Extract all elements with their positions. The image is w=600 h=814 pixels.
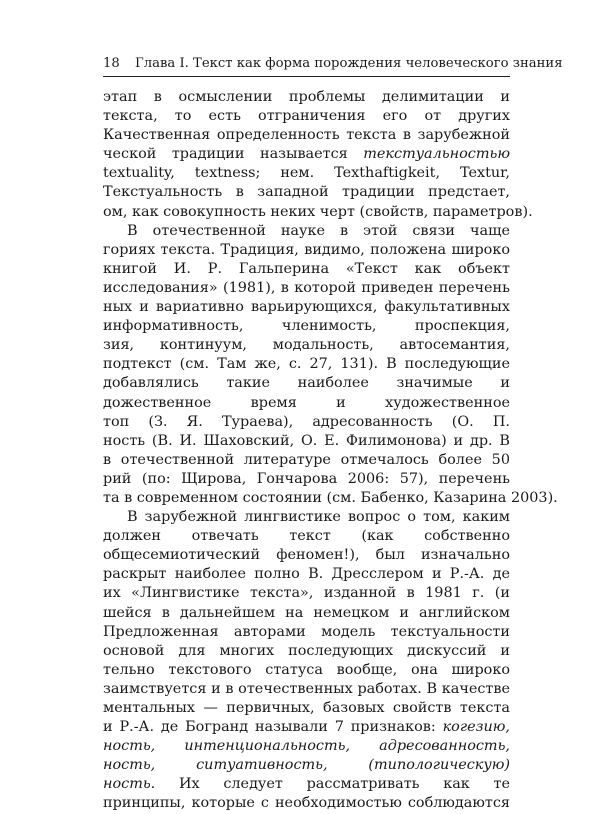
header-rule bbox=[103, 76, 510, 77]
text-line: ность, интенциональность, адресованность, bbox=[103, 738, 510, 755]
text-line: Текстуальность в западной традиции предстает, bbox=[103, 184, 510, 201]
text-line: Качественная определенность текста в зарубежной bbox=[103, 127, 510, 144]
term-list: когезию, bbox=[442, 719, 510, 736]
text-line: их «Лингвистике текста», изданной в 1981 г. (и bbox=[103, 585, 510, 602]
text-line: тельно текстового статуса вообще, она широко bbox=[103, 661, 510, 678]
page-body bbox=[103, 88, 558, 814]
paragraph-3 bbox=[103, 508, 510, 814]
text-line: ом, как совокупность неких черт (свойств, параметров). bbox=[103, 203, 533, 220]
text-run: Их следует рассматривать как те bbox=[178, 776, 510, 793]
text-run: ческой традиции называется bbox=[103, 146, 364, 163]
text-run: и Р.-А. де Богранд называли 7 признаков: bbox=[103, 719, 443, 736]
text-line: исследования» (1981), в которой приведен перечень bbox=[103, 279, 510, 296]
text-line: ментальных — первичных, базовых свойств текста bbox=[103, 700, 510, 716]
term-textuality: текстуальностью bbox=[363, 146, 510, 163]
text-line: рий (по: Щирова, Гончарова 2006: 57), перечень bbox=[103, 470, 510, 487]
text-line: должен отвечать текст (как собственно bbox=[103, 528, 510, 545]
text-line: принципы, которые с необходимостью соблюдаются bbox=[103, 795, 510, 812]
text-line: дожественное время и художественное bbox=[103, 394, 510, 411]
page-number: 18 bbox=[103, 56, 120, 71]
text-line: ность, ситуативность, (типологическую) bbox=[103, 757, 510, 774]
text-line: текста, то есть отграничения его от других bbox=[103, 108, 510, 125]
text-line: та в современном состоянии (см. Бабенко, Казарина 2003). bbox=[103, 489, 558, 506]
text-line: В зарубежной лингвистике вопрос о том, каким bbox=[127, 509, 510, 526]
text-line: Предложенная авторами модель текстуальности bbox=[103, 623, 510, 640]
text-line: информативность, членимость, проспекция, bbox=[103, 318, 510, 335]
running-title: Глава I. Текст как форма порождения человеческого знания bbox=[135, 56, 563, 71]
text-line: общесемиотический феномен!), был изначально bbox=[103, 547, 510, 564]
text-line: этап в осмыслении проблемы делимитации и bbox=[103, 89, 510, 105]
text-line: добавлялись такие наиболее значимые и bbox=[103, 375, 510, 392]
text-line bbox=[103, 775, 510, 794]
text-line: основой для многих последующих дискуссий и bbox=[103, 642, 510, 659]
paragraph-1 bbox=[103, 88, 533, 222]
running-header bbox=[103, 55, 563, 73]
text-line: раскрыт наиболее полно В. Дресслером и Р.-А. де bbox=[103, 566, 510, 583]
text-line: textuality, textness; нем. Texthaftigkeit, Textur, bbox=[103, 165, 510, 182]
text-line: гориях текста. Традиция, видимо, положена широко bbox=[103, 241, 510, 258]
text-line: зия, континуум, модальность, автосемантия, bbox=[103, 337, 510, 354]
text-line: топ (З. Я. Тураева), адресованность (О. П. bbox=[103, 413, 510, 430]
text-line bbox=[103, 718, 510, 737]
term-list: ность. bbox=[103, 776, 156, 793]
text-line bbox=[103, 145, 510, 164]
text-line: ных и вариативно варьирующихся, факультативных bbox=[103, 299, 510, 316]
text-line: ность (В. И. Шаховский, О. Е. Филимонова) и др. В bbox=[103, 432, 510, 449]
text-line: В отечественной науке в этой связи чаще bbox=[127, 222, 510, 239]
text-line: шейся в дальнейшем на немецком и английском bbox=[103, 604, 510, 621]
text-line: в отечественной литературе отмечалось более 50 bbox=[103, 451, 510, 468]
text-line: подтекст (см. Там же, с. 27, 131). В последующие bbox=[103, 356, 510, 373]
paragraph-2 bbox=[103, 222, 558, 508]
text-line: заимствуется и в отечественных работах. В качестве bbox=[103, 680, 510, 697]
text-line: книгой И. Р. Гальперина «Текст как объект bbox=[103, 260, 510, 277]
